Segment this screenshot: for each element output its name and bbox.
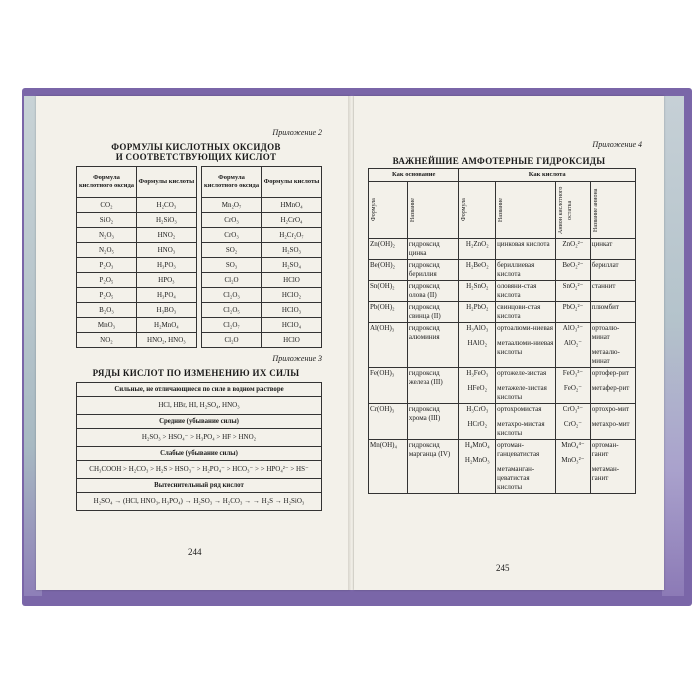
cell-text: ортохромистая — [497, 405, 542, 413]
sub-header: Название аниона — [592, 188, 599, 232]
cell-text: гидроксид бериллия — [408, 261, 440, 278]
cell-text: метахро-мит — [591, 420, 630, 428]
table-cell: HPO₃ — [136, 273, 196, 288]
table-cell — [496, 323, 556, 368]
table-cell — [590, 302, 635, 323]
table-cell — [407, 440, 459, 494]
table-cell — [459, 323, 496, 368]
table-cell: HClO₂ — [262, 288, 322, 303]
sub-header: Название — [498, 198, 505, 222]
table-cell — [556, 302, 591, 323]
table-cell — [496, 281, 556, 302]
table-cell — [459, 281, 496, 302]
cell-text: гидроксид хрома (III) — [408, 405, 441, 422]
cell-text: MnO₄⁴⁻ — [561, 441, 585, 449]
cell-text: ортожеле-зистая — [497, 369, 547, 377]
table-cell — [496, 239, 556, 260]
strength-group-header: Слабые (убывание силы) — [77, 447, 322, 461]
table-cell: HNO₂, HNO₃ — [136, 333, 196, 348]
table-cell: H₂SO₃ — [262, 243, 322, 258]
table-cell — [496, 302, 556, 323]
cell-text: бериллиевая кислота — [497, 261, 535, 278]
cell-text: Fe(OH)₃ — [370, 369, 395, 377]
sub-header: Название — [409, 198, 416, 222]
table-cell: CO₂ — [77, 198, 137, 213]
table-cell: P₂O₅ — [77, 288, 137, 303]
cell-text: ортоман-ганит — [591, 441, 619, 458]
table-cell — [369, 302, 408, 323]
table-cell: H₂CrO₄ — [262, 213, 322, 228]
sub-header-cell — [590, 182, 635, 239]
table-cell: HNO₃ — [136, 243, 196, 258]
cell-text: BeO₂²⁻ — [562, 261, 584, 269]
table-cell — [459, 404, 496, 440]
table-cell: H₂SiO₃ — [136, 213, 196, 228]
cell-text: ортоалюми-ниевая — [497, 324, 553, 332]
strength-group-header: Сильные, не отличающиеся по силе в водном растворе — [77, 383, 322, 397]
table-row — [77, 198, 322, 213]
table-cell — [407, 368, 459, 404]
table-cell — [459, 239, 496, 260]
col-header: Формулы кислоты — [136, 167, 196, 198]
cell-text: метаманган-цеватистая кислоты — [497, 465, 535, 491]
table-cell: H₂CO₃ — [136, 198, 196, 213]
table-row — [77, 333, 322, 348]
cell-text: FeO₃³⁻ — [562, 369, 584, 377]
table-row — [369, 368, 636, 404]
title-line-1: ФОРМУЛЫ КИСЛОТНЫХ ОКСИДОВ — [111, 142, 281, 152]
cell-text: гидроксид железа (III) — [408, 369, 443, 386]
cell-text: H₂ZnO₂ — [465, 240, 489, 248]
cell-text: Cr(OH)₃ — [370, 405, 395, 413]
table-cell: P₂O₃ — [77, 258, 137, 273]
table-cell: HMnO₄ — [262, 198, 322, 213]
table-cell: MnO₃ — [77, 318, 137, 333]
table-cell — [590, 404, 635, 440]
table-row — [77, 303, 322, 318]
table-cell: SO₂ — [202, 243, 262, 258]
cover-edge-right — [662, 96, 684, 596]
table-row — [369, 302, 636, 323]
table-cell — [407, 323, 459, 368]
sub-header: Формула — [461, 198, 468, 222]
cell-text: H₃FeO₃ — [466, 369, 489, 377]
cell-text: ZnO₂²⁻ — [562, 240, 584, 248]
table-cell — [369, 440, 408, 494]
table-cell — [407, 404, 459, 440]
table-cell: NO₂ — [77, 333, 137, 348]
cell-text: метахро-мистая кислоты — [497, 420, 545, 437]
table-row — [369, 440, 636, 494]
table-cell — [407, 281, 459, 302]
strength-group-content: HCl, HBr, HI, H₂SO₄, HNO₃ — [77, 397, 322, 415]
right-page — [354, 96, 664, 590]
cell-text: ортоман-ганцеватистая — [497, 441, 540, 458]
cell-text: свинцови-стая кислота — [497, 303, 541, 320]
cell-text: Be(OH)₂ — [370, 261, 395, 269]
table-cell — [459, 302, 496, 323]
sub-header-cell — [556, 182, 591, 239]
table-cell: SiO₂ — [77, 213, 137, 228]
table-cell — [590, 281, 635, 302]
strength-group-content: CH₃COOH > H₂CO₃ > H₂S > HSO₃⁻ > H₂PO₄⁻ > HCO₃⁻ > > HPO₄²⁻ > HS⁻ — [77, 461, 322, 479]
cell-text: H₂PbO₂ — [466, 303, 489, 311]
table-row — [369, 260, 636, 281]
table-cell: Cl₂O — [202, 273, 262, 288]
table-cell — [556, 323, 591, 368]
oxides-table — [76, 166, 322, 348]
table-cell: H₂MnO₄ — [136, 318, 196, 333]
table-cell: Cl₂O₃ — [202, 288, 262, 303]
strength-group-content: H₂SO₃ > HSO₄⁻ > H₃PO₄ > HF > HNO₂ — [77, 429, 322, 447]
cell-text: станнит — [591, 282, 616, 290]
table-cell: H₃BO₃ — [136, 303, 196, 318]
table-row — [77, 273, 322, 288]
strength-group-content: H₂SO₄ → (HCl, HNO₃, H₃PO₄) → H₂SO₃ → H₂CO₃ → → H₂S → H₂SiO₃ — [77, 493, 322, 511]
sub-header: Анион кислотного остатка — [558, 186, 574, 234]
group-header: Как кислота — [459, 169, 636, 182]
table-row — [77, 288, 322, 303]
table-cell — [459, 440, 496, 494]
table-cell: N₂O₃ — [77, 228, 137, 243]
cell-text: гидроксид цинка — [408, 240, 440, 257]
page-number: 244 — [188, 547, 202, 557]
sub-header: Формула — [371, 198, 377, 222]
col-header: Формула кислотного оксида — [77, 167, 137, 198]
table-cell — [556, 368, 591, 404]
table-cell: HClO₄ — [262, 318, 322, 333]
table-cell — [590, 260, 635, 281]
table-cell: Cl₂O — [202, 333, 262, 348]
table-cell — [369, 323, 408, 368]
cell-text: ортохро-мит — [591, 405, 630, 413]
table-cell: N₂O₅ — [77, 243, 137, 258]
table-cell — [590, 239, 635, 260]
col-header: Формулы кислоты — [262, 167, 322, 198]
page-title — [66, 142, 326, 162]
table-cell — [369, 260, 408, 281]
table-cell — [556, 260, 591, 281]
cell-text: метаалю-минат — [591, 348, 620, 365]
table-cell — [590, 440, 635, 494]
table-cell: HNO₂ — [136, 228, 196, 243]
cell-text: цинкат — [591, 240, 613, 248]
table-cell — [459, 368, 496, 404]
cell-text: оловяни-стая кислота — [497, 282, 537, 299]
table-cell: Cl₂O₇ — [202, 318, 262, 333]
table-cell — [459, 260, 496, 281]
cell-text: AlO₃³⁻ — [562, 324, 584, 332]
cell-text: HCrO₂ — [467, 420, 488, 428]
cell-text: SnO₂²⁻ — [562, 282, 584, 290]
table-cell — [496, 260, 556, 281]
cell-text: ортофер-рит — [591, 369, 629, 377]
appendix-label: Приложение 4 — [592, 140, 642, 149]
cell-text: Mn(OH)₄ — [370, 441, 397, 449]
cell-text: гидроксид свинца (II) — [408, 303, 441, 320]
cell-text: H₃AlO₃ — [466, 324, 489, 332]
table-cell: H₃PO₃ — [136, 258, 196, 273]
cell-text: H₄MnO₄ — [464, 441, 490, 449]
cell-text: гидроксид олова (II) — [408, 282, 440, 299]
table-cell — [496, 404, 556, 440]
table-row — [369, 404, 636, 440]
cell-text: Sn(OH)₂ — [370, 282, 395, 290]
col-header: Формула кислотного оксида — [202, 167, 262, 198]
cell-text: H₂MnO₃ — [464, 456, 490, 464]
table-cell — [556, 281, 591, 302]
cell-text: H₂BeO₂ — [465, 261, 489, 269]
table-row — [77, 213, 322, 228]
page-title: ВАЖНЕЙШИЕ АМФОТЕРНЫЕ ГИДРОКСИДЫ — [392, 156, 606, 166]
cell-text: метажеле-зистая кислоты — [497, 384, 547, 401]
table-cell — [369, 281, 408, 302]
table-cell — [369, 404, 408, 440]
table-cell — [496, 440, 556, 494]
cell-text: Pb(OH)₂ — [370, 303, 395, 311]
table-cell — [590, 323, 635, 368]
sub-header-cell — [496, 182, 556, 239]
cell-text: ортоалю-минат — [591, 324, 620, 341]
table-row — [77, 258, 322, 273]
table-cell: Cl₂O₅ — [202, 303, 262, 318]
table-cell — [556, 440, 591, 494]
section-title: РЯДЫ КИСЛОТ ПО ИЗМЕНЕНИЮ ИХ СИЛЫ — [92, 368, 300, 378]
table-cell: HClO — [262, 273, 322, 288]
group-header: Как основание — [369, 169, 459, 182]
sub-header-cell — [407, 182, 459, 239]
cell-text: гидроксид марганца (IV) — [408, 441, 451, 458]
table-row — [369, 281, 636, 302]
table-cell: H₂SO₄ — [262, 258, 322, 273]
cell-text: Al(OH)₃ — [370, 324, 395, 332]
cell-text: метаман-ганит — [591, 465, 620, 482]
sub-header-cell — [369, 182, 408, 239]
table-cell — [407, 239, 459, 260]
table-cell: CrO₃ — [202, 228, 262, 243]
table-cell — [556, 239, 591, 260]
cell-text: H₃CrO₃ — [466, 405, 489, 413]
cell-text: метафер-рит — [591, 384, 630, 392]
table-cell: SO₃ — [202, 258, 262, 273]
table-cell: H₃PO₄ — [136, 288, 196, 303]
table-row — [369, 239, 636, 260]
table-cell — [369, 368, 408, 404]
table-cell: CrO₃ — [202, 213, 262, 228]
table-cell — [407, 302, 459, 323]
cell-text: CrO₃³⁻ — [562, 405, 584, 413]
table-cell: P₂O₅ — [77, 273, 137, 288]
cell-text: PbO₂²⁻ — [562, 303, 584, 311]
table-cell: B₂O₃ — [77, 303, 137, 318]
table-cell — [496, 368, 556, 404]
cell-text: Zn(OH)₂ — [370, 240, 395, 248]
page-number: 245 — [496, 563, 510, 573]
cell-text: плюмбит — [591, 303, 619, 311]
table-cell — [556, 404, 591, 440]
amphoteric-table — [368, 168, 636, 494]
table-cell: HClO — [262, 333, 322, 348]
table-cell: HClO₃ — [262, 303, 322, 318]
cell-text: MnO₃²⁻ — [561, 456, 585, 464]
table-cell — [407, 260, 459, 281]
table-row — [369, 323, 636, 368]
sub-header-cell — [459, 182, 496, 239]
strength-group-header: Средние (убывание силы) — [77, 415, 322, 429]
cell-text: цинковая кислота — [497, 240, 550, 248]
acid-strength-table — [76, 382, 322, 511]
appendix-label-3: Приложение 3 — [272, 354, 322, 363]
table-row — [77, 318, 322, 333]
cell-text: CrO₂⁻ — [563, 420, 583, 428]
cell-text: HFeO₂ — [467, 384, 488, 392]
table-row — [77, 243, 322, 258]
table-cell: Mn₂O₇ — [202, 198, 262, 213]
table-cell: H₂Cr₂O₇ — [262, 228, 322, 243]
cell-text: метаалюми-ниевая кислоты — [497, 339, 554, 356]
title-line-2: И СООТВЕТСТВУЮЩИХ КИСЛОТ — [115, 152, 277, 162]
cell-text: FeO₂⁻ — [563, 384, 583, 392]
table-cell — [369, 239, 408, 260]
cell-text: гидроксид алюминия — [408, 324, 440, 341]
cell-text: H₂SnO₂ — [466, 282, 489, 290]
appendix-label: Приложение 2 — [272, 128, 322, 137]
strength-group-header: Вытеснительный ряд кислот — [77, 479, 322, 493]
table-row — [77, 228, 322, 243]
cell-text: AlO₂⁻ — [563, 339, 583, 347]
left-page — [36, 96, 350, 590]
cell-text: HAlO₂ — [467, 339, 488, 347]
table-cell — [590, 368, 635, 404]
cell-text: бериллат — [591, 261, 619, 269]
